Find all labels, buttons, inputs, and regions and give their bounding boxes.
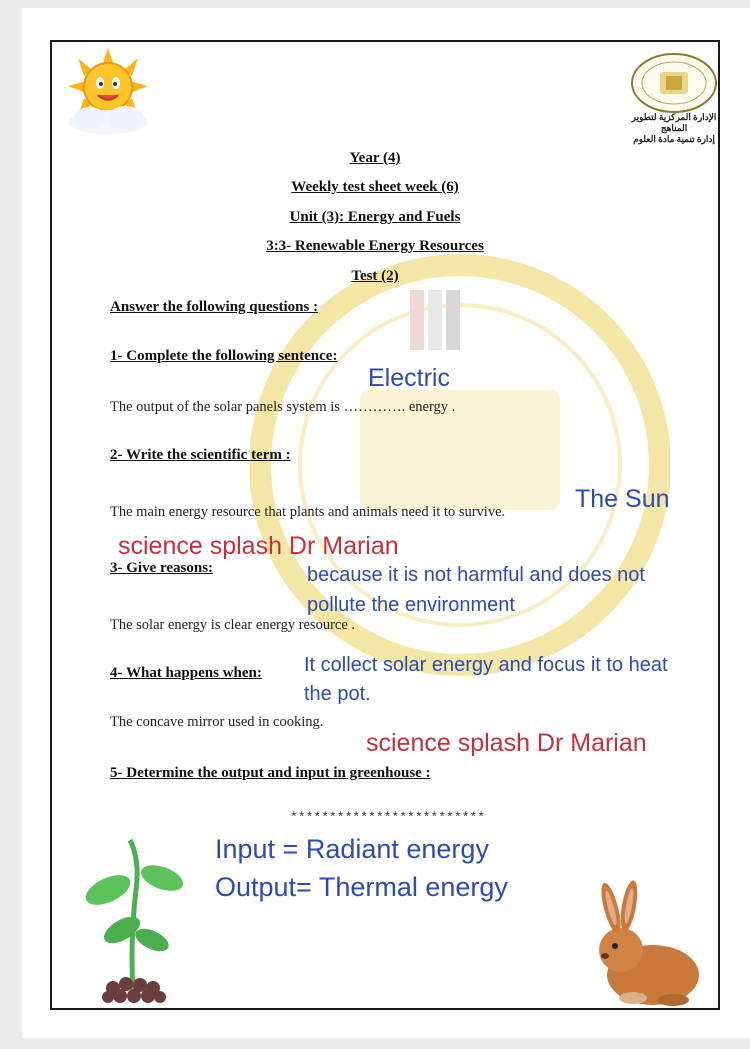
- question-2-text: The main energy resource that plants and animals need it to survive.: [110, 504, 506, 520]
- question-4-text: The concave mirror used in cooking.: [110, 714, 324, 730]
- question-4-heading: 4- What happens when:: [110, 665, 262, 681]
- question-1-heading: 1- Complete the following sentence:: [110, 348, 338, 364]
- test-heading: Test (2): [351, 268, 399, 284]
- signature-1: science splash Dr Marian: [118, 532, 399, 560]
- year-heading: Year (4): [349, 150, 401, 166]
- separator-stars: *************************: [290, 810, 486, 825]
- unit-heading: Unit (3): Energy and Fuels: [289, 209, 461, 225]
- question-3-text: The solar energy is clear energy resource .: [110, 617, 356, 633]
- question-5-heading: 5- Determine the output and input in greenhouse :: [110, 765, 431, 781]
- answer-4-line-2: the pot.: [304, 683, 371, 705]
- answer-5-line-1: Input = Radiant energy: [215, 834, 489, 864]
- answer-2: The Sun: [575, 485, 670, 513]
- rabbit-icon: [583, 880, 708, 1010]
- question-1-text: The output of the solar panels system is …………. energy .: [110, 399, 456, 415]
- question-2-heading: 2- Write the scientific term :: [110, 447, 291, 463]
- answer-1: Electric: [368, 364, 450, 392]
- instructions: Answer the following questions :: [110, 299, 319, 315]
- answer-4-line-1: It collect solar energy and focus it to heat: [304, 654, 668, 676]
- sun-cloud-icon: [60, 48, 156, 138]
- seedling-icon: [78, 830, 188, 1010]
- answer-3-line-1: because it is not harmful and does not: [307, 564, 645, 586]
- answer-5-line-2: Output= Thermal energy: [215, 872, 508, 902]
- question-3-heading: 3- Give reasons:: [110, 560, 214, 576]
- ministry-logo-icon: [630, 52, 718, 114]
- lesson-heading: 3:3- Renewable Energy Resources: [266, 238, 484, 254]
- signature-2: science splash Dr Marian: [366, 729, 647, 757]
- week-heading: Weekly test sheet week (6): [291, 179, 459, 195]
- logo-caption: الإدارة المركزية لتطوير المناهج إدارة تنمية مادة العلوم: [631, 112, 717, 144]
- answer-3-line-2: pollute the environment: [307, 594, 515, 616]
